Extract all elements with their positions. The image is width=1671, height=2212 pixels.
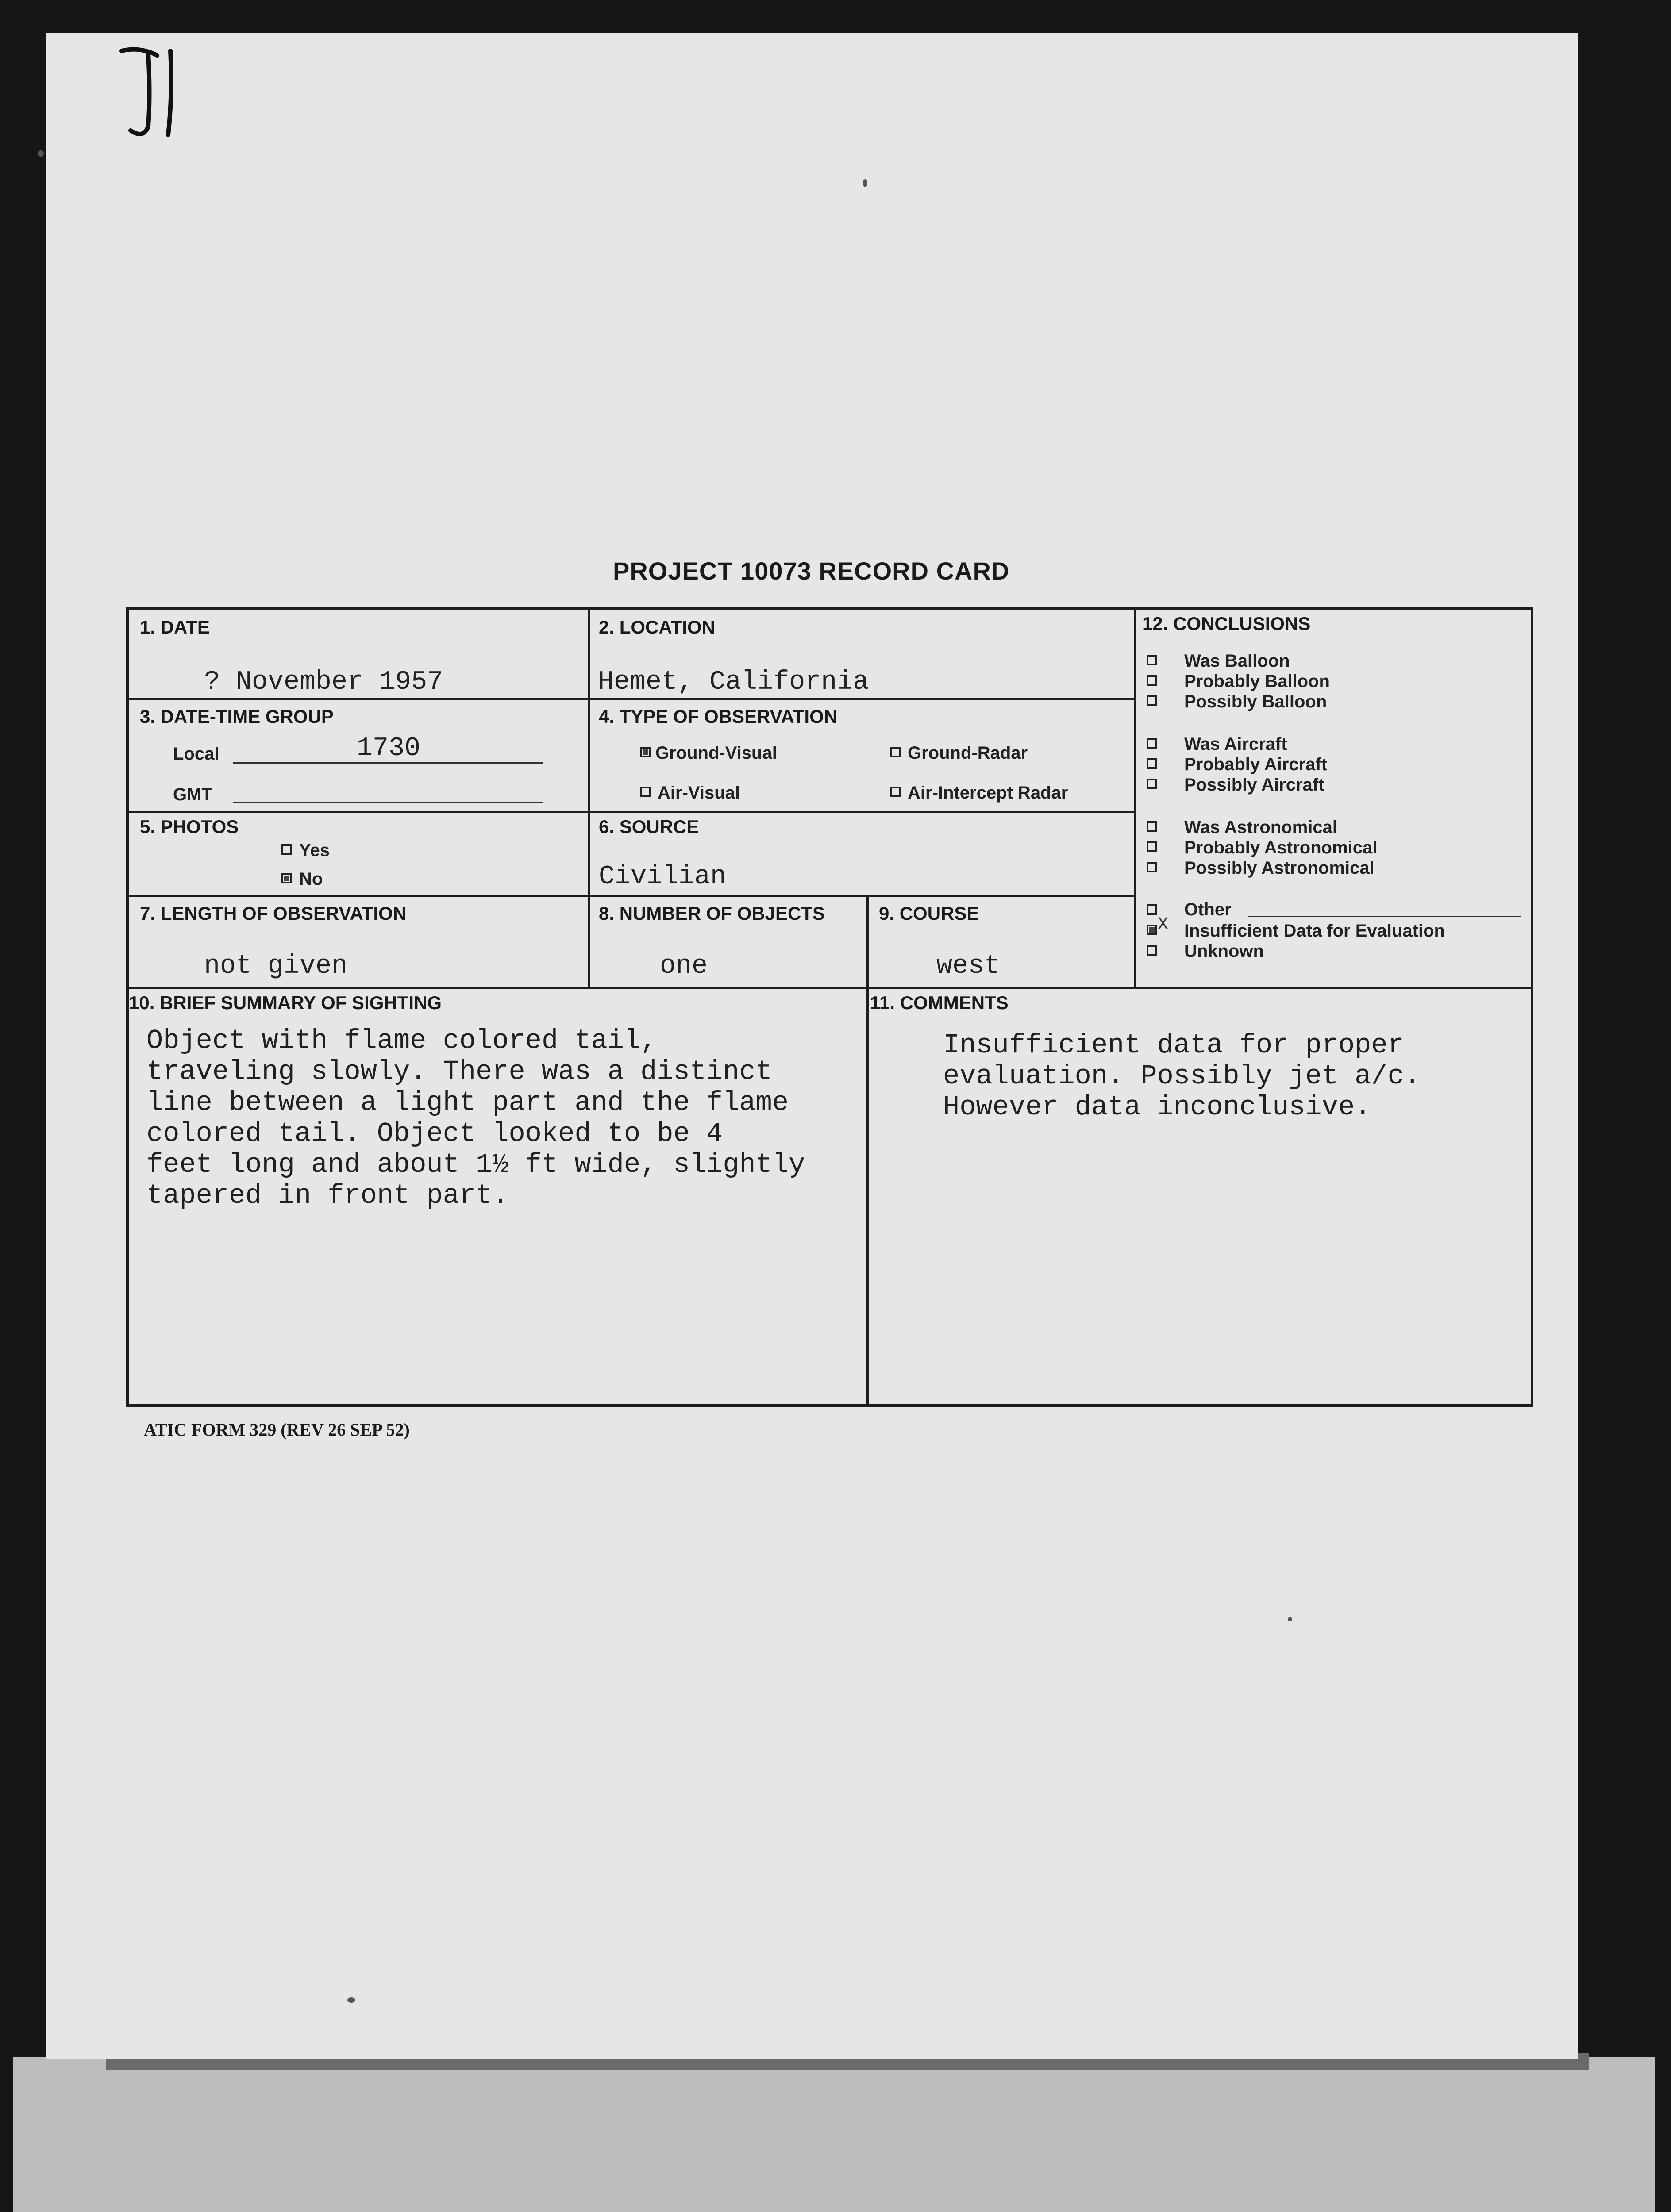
conclusion-label: Probably Balloon xyxy=(1184,672,1330,691)
ground-visual-checkbox[interactable] xyxy=(640,747,651,757)
speck xyxy=(347,1997,355,2003)
air-visual-label: Air-Visual xyxy=(658,783,740,803)
conclusion-checkbox[interactable] xyxy=(1147,841,1157,852)
form-number: ATIC FORM 329 (REV 26 SEP 52) xyxy=(144,1420,410,1440)
length-of-observation-value: not given xyxy=(204,951,348,981)
comment-line: However data inconclusive. xyxy=(943,1091,1371,1123)
record-card-form xyxy=(126,607,1533,1407)
conclusion-label: Possibly Aircraft xyxy=(1184,775,1324,795)
conclusion-checkbox[interactable] xyxy=(1147,695,1157,706)
photos-label: 5. PHOTOS xyxy=(140,816,239,837)
summary-line: colored tail. Object looked to be 4 xyxy=(146,1118,723,1149)
comments-label: 11. COMMENTS xyxy=(870,992,1009,1013)
air-intercept-radar-checkbox[interactable] xyxy=(890,787,901,797)
number-of-objects-value: one xyxy=(660,951,708,981)
date-label: 1. DATE xyxy=(140,617,210,637)
gmt-label: GMT xyxy=(173,785,212,804)
speck xyxy=(863,179,867,187)
conclusion-label: Unknown xyxy=(1184,941,1264,961)
speck xyxy=(1288,1617,1292,1621)
grid-line xyxy=(588,610,590,987)
conclusion-checkbox[interactable] xyxy=(1147,779,1157,789)
course-label: 9. COURSE xyxy=(879,903,979,924)
conclusion-label: Insufficient Data for Evaluation xyxy=(1184,921,1445,941)
conclusions-label: 12. CONCLUSIONS xyxy=(1142,613,1311,634)
summary-line: feet long and about 1½ ft wide, slightly xyxy=(146,1149,805,1180)
conclusion-checkbox[interactable] xyxy=(1147,738,1157,749)
conclusion-checkbox[interactable] xyxy=(1147,655,1157,665)
grid-line xyxy=(129,698,1134,700)
underlying-page xyxy=(13,2057,1655,2212)
ground-visual-label: Ground-Visual xyxy=(655,743,777,763)
insufficient-data-checkbox[interactable] xyxy=(1147,925,1157,935)
grid-line xyxy=(866,895,869,1407)
photos-yes-label: Yes xyxy=(299,841,330,860)
conclusion-label: Was Aircraft xyxy=(1184,734,1287,754)
comments-text xyxy=(943,1030,1421,1123)
location-label: 2. LOCATION xyxy=(599,617,715,637)
photos-yes-checkbox[interactable] xyxy=(281,844,292,855)
grid-line xyxy=(129,987,1531,989)
conclusion-checkbox[interactable] xyxy=(1147,758,1157,769)
local-value: 1730 xyxy=(357,733,421,764)
summary-line: line between a light part and the flame xyxy=(146,1087,789,1118)
number-of-objects-label: 8. NUMBER OF OBJECTS xyxy=(599,903,825,924)
brief-summary-label: 10. BRIEF SUMMARY OF SIGHTING xyxy=(129,992,442,1013)
conclusion-checkbox[interactable] xyxy=(1147,675,1157,686)
conclusion-label: Probably Astronomical xyxy=(1184,838,1378,857)
other-line xyxy=(1248,916,1521,917)
comment-line: evaluation. Possibly jet a/c. xyxy=(943,1060,1421,1092)
conclusion-checkbox[interactable] xyxy=(1147,862,1157,872)
card-title: PROJECT 10073 RECORD CARD xyxy=(613,557,1010,585)
conclusion-label: Probably Aircraft xyxy=(1184,755,1328,774)
conclusion-label: Was Astronomical xyxy=(1184,818,1337,837)
photos-no-label: No xyxy=(299,869,323,889)
summary-line: Object with flame colored tail, xyxy=(146,1025,657,1056)
check-x-mark: X xyxy=(1158,915,1169,935)
length-of-observation-label: 7. LENGTH OF OBSERVATION xyxy=(140,903,407,924)
conclusion-label: Possibly Astronomical xyxy=(1184,858,1375,878)
source-label: 6. SOURCE xyxy=(599,816,699,837)
grid-line xyxy=(129,811,1134,813)
local-label: Local xyxy=(173,744,219,764)
gmt-line xyxy=(233,802,543,803)
air-visual-checkbox[interactable] xyxy=(640,787,651,797)
ground-radar-label: Ground-Radar xyxy=(908,743,1028,763)
conclusion-checkbox[interactable] xyxy=(1147,945,1157,956)
summary-line: traveling slowly. There was a distinct xyxy=(146,1056,772,1087)
conclusion-checkbox[interactable] xyxy=(1147,904,1157,915)
location-value: Hemet, California xyxy=(598,667,869,697)
type-of-observation-label: 4. TYPE OF OBSERVATION xyxy=(599,706,838,727)
brief-summary-text xyxy=(146,1025,805,1211)
source-value: Civilian xyxy=(599,862,727,892)
air-intercept-radar-label: Air-Intercept Radar xyxy=(908,783,1068,803)
conclusion-label: Was Balloon xyxy=(1184,651,1290,671)
course-value: west xyxy=(936,951,1001,981)
comment-line: Insufficient data for proper xyxy=(943,1029,1404,1061)
ground-radar-checkbox[interactable] xyxy=(890,747,901,757)
speck xyxy=(38,150,44,157)
conclusion-label: Possibly Balloon xyxy=(1184,692,1327,711)
summary-line: tapered in front part. xyxy=(146,1180,509,1211)
conclusion-label: Other xyxy=(1184,900,1232,919)
date-time-group-label: 3. DATE-TIME GROUP xyxy=(140,706,334,727)
photos-no-checkbox[interactable] xyxy=(281,873,292,883)
grid-line xyxy=(1134,610,1136,987)
handwritten-corner-mark xyxy=(113,42,193,144)
grid-line xyxy=(129,895,1134,897)
conclusion-checkbox[interactable] xyxy=(1147,821,1157,832)
date-value: ? November 1957 xyxy=(204,667,443,697)
